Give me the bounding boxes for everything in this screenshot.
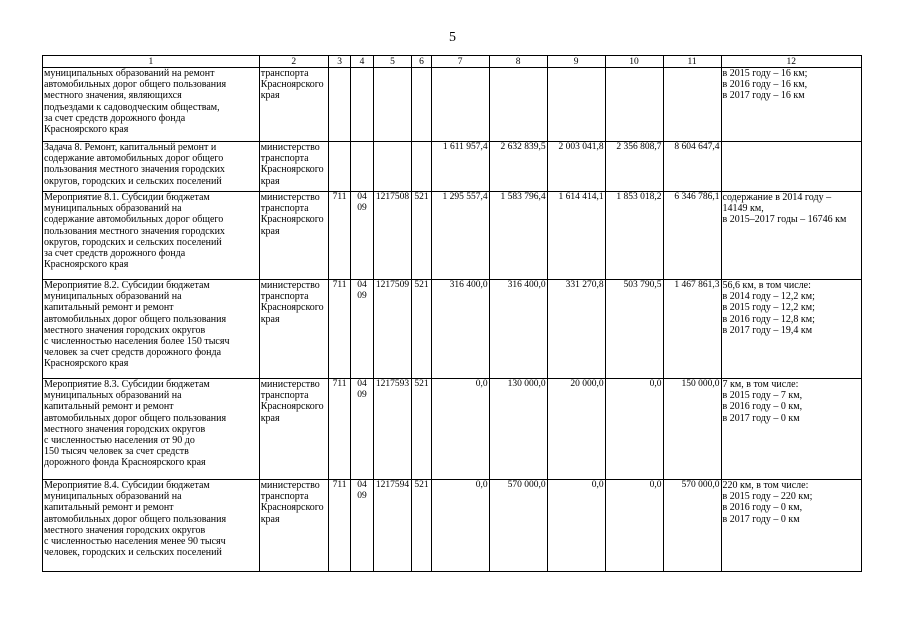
activity-name-cell: муниципальных образований на ремонт автомобильных дорог общего пользования местного значения, являющихся подъездами к садоводческим обществам, за счет средств дорожного фонда Красноярского края xyxy=(43,68,260,142)
vr-cell: 521 xyxy=(412,192,431,280)
header-cell: 8 xyxy=(489,56,547,68)
activity-name-cell: Мероприятие 8.2. Субсидии бюджетам муниципальных образований на капитальный ремонт и ремонт автомобильных дорог общего пользования местного значения городских округов с численностью населения более 150 тысяч человек за счет средств дорожного фонда Красноярского края xyxy=(43,280,260,379)
activity-name-cell: Задача 8. Ремонт, капитальный ремонт и содержание автомобильных дорог общего пользования местного значения городских округов, городских и сельских поселений xyxy=(43,142,260,192)
page-number: 5 xyxy=(449,30,456,45)
amount-2014-cell xyxy=(431,68,489,142)
expected-result-cell: 220 км, в том числе: в 2015 году – 220 км; в 2016 году – 0 км, в 2017 году – 0 км xyxy=(721,480,861,572)
header-cell: 5 xyxy=(373,56,412,68)
executor-cell: министерство транспорта Красноярского края xyxy=(259,480,328,572)
amount-2014-cell: 316 400,0 xyxy=(431,280,489,379)
amount-total-cell: 8 604 647,4 xyxy=(663,142,721,192)
csr-cell: 1217593 xyxy=(373,379,412,480)
grbs-cell: 711 xyxy=(328,280,350,379)
amount-2017-cell: 0,0 xyxy=(605,480,663,572)
amount-total-cell: 1 467 861,3 xyxy=(663,280,721,379)
amount-2015-cell: 130 000,0 xyxy=(489,379,547,480)
csr-cell: 1217594 xyxy=(373,480,412,572)
header-cell: 6 xyxy=(412,56,431,68)
amount-2017-cell: 503 790,5 xyxy=(605,280,663,379)
header-cell: 2 xyxy=(259,56,328,68)
table-row xyxy=(43,68,862,142)
executor-cell: министерство транспорта Красноярского края xyxy=(259,379,328,480)
amount-2014-cell: 0,0 xyxy=(431,379,489,480)
executor-cell: министерство транспорта Красноярского края xyxy=(259,192,328,280)
amount-2014-cell: 0,0 xyxy=(431,480,489,572)
header-cell: 12 xyxy=(721,56,861,68)
csr-cell xyxy=(373,142,412,192)
amount-2015-cell: 1 583 796,4 xyxy=(489,192,547,280)
rzpr-cell xyxy=(351,142,373,192)
activity-name-cell: Мероприятие 8.4. Субсидии бюджетам муниципальных образований на капитальный ремонт и ремонт автомобильных дорог общего пользования местного значения городских округов с численностью населения менее 90 тысяч человек, городских и сельских поселений xyxy=(43,480,260,572)
header-cell: 11 xyxy=(663,56,721,68)
vr-cell xyxy=(412,68,431,142)
amount-2016-cell: 0,0 xyxy=(547,480,605,572)
grbs-cell: 711 xyxy=(328,379,350,480)
table-header-row xyxy=(43,56,862,68)
csr-cell: 1217508 xyxy=(373,192,412,280)
grbs-cell xyxy=(328,68,350,142)
amount-2017-cell: 2 356 808,7 xyxy=(605,142,663,192)
amount-2015-cell: 316 400,0 xyxy=(489,280,547,379)
expected-result-cell: содержание в 2014 году – 14149 км, в 2015–2017 годы – 16746 км xyxy=(721,192,861,280)
amount-2016-cell: 2 003 041,8 xyxy=(547,142,605,192)
csr-cell: 1217509 xyxy=(373,280,412,379)
amount-2017-cell: 0,0 xyxy=(605,379,663,480)
amount-2015-cell xyxy=(489,68,547,142)
executor-cell: транспорта Красноярского края xyxy=(259,68,328,142)
amount-total-cell: 6 346 786,1 xyxy=(663,192,721,280)
executor-cell: министерство транспорта Красноярского края xyxy=(259,280,328,379)
amount-2014-cell: 1 295 557,4 xyxy=(431,192,489,280)
budget-table xyxy=(42,55,862,572)
expected-result-cell: 56,6 км, в том числе: в 2014 году – 12,2 км; в 2015 году – 12,2 км; в 2016 году – 12,8 км; в 2017 году – 19,4 км xyxy=(721,280,861,379)
header-cell: 3 xyxy=(328,56,350,68)
expected-result-cell xyxy=(721,142,861,192)
grbs-cell: 711 xyxy=(328,192,350,280)
table-row xyxy=(43,379,862,480)
activity-name-cell: Мероприятие 8.1. Субсидии бюджетам муниципальных образований на содержание автомобильных дорог общего пользования местного значения городских округов, городских и сельских поселений за счет средств дорожного фонда Красноярского края xyxy=(43,192,260,280)
rzpr-cell: 04 09 xyxy=(351,192,373,280)
rzpr-cell: 04 09 xyxy=(351,280,373,379)
grbs-cell xyxy=(328,142,350,192)
rzpr-cell xyxy=(351,68,373,142)
grbs-cell: 711 xyxy=(328,480,350,572)
amount-2015-cell: 570 000,0 xyxy=(489,480,547,572)
expected-result-cell: 7 км, в том числе: в 2015 году – 7 км, в 2016 году – 0 км, в 2017 году – 0 км xyxy=(721,379,861,480)
table-row xyxy=(43,480,862,572)
csr-cell xyxy=(373,68,412,142)
table-row xyxy=(43,280,862,379)
amount-2014-cell: 1 611 957,4 xyxy=(431,142,489,192)
table-row xyxy=(43,192,862,280)
header-cell: 7 xyxy=(431,56,489,68)
header-cell: 9 xyxy=(547,56,605,68)
amount-total-cell xyxy=(663,68,721,142)
header-cell: 1 xyxy=(43,56,260,68)
vr-cell xyxy=(412,142,431,192)
amount-2016-cell: 1 614 414,1 xyxy=(547,192,605,280)
amount-2017-cell: 1 853 018,2 xyxy=(605,192,663,280)
executor-cell: министерство транспорта Красноярского края xyxy=(259,142,328,192)
activity-name-cell: Мероприятие 8.3. Субсидии бюджетам муниципальных образований на капитальный ремонт и ремонт автомобильных дорог общего пользования местного значения городских округов с численностью населения от 90 до 150 тысяч человек за счет средств дорожного фонда Красноярского края xyxy=(43,379,260,480)
vr-cell: 521 xyxy=(412,379,431,480)
rzpr-cell: 04 09 xyxy=(351,480,373,572)
amount-2016-cell xyxy=(547,68,605,142)
header-cell: 4 xyxy=(351,56,373,68)
amount-2017-cell xyxy=(605,68,663,142)
amount-2016-cell: 20 000,0 xyxy=(547,379,605,480)
amount-2016-cell: 331 270,8 xyxy=(547,280,605,379)
header-cell: 10 xyxy=(605,56,663,68)
amount-total-cell: 150 000,0 xyxy=(663,379,721,480)
expected-result-cell: в 2015 году – 16 км; в 2016 году – 16 км, в 2017 году – 16 км xyxy=(721,68,861,142)
amount-total-cell: 570 000,0 xyxy=(663,480,721,572)
amount-2015-cell: 2 632 839,5 xyxy=(489,142,547,192)
table-row xyxy=(43,142,862,192)
rzpr-cell: 04 09 xyxy=(351,379,373,480)
vr-cell: 521 xyxy=(412,480,431,572)
vr-cell: 521 xyxy=(412,280,431,379)
